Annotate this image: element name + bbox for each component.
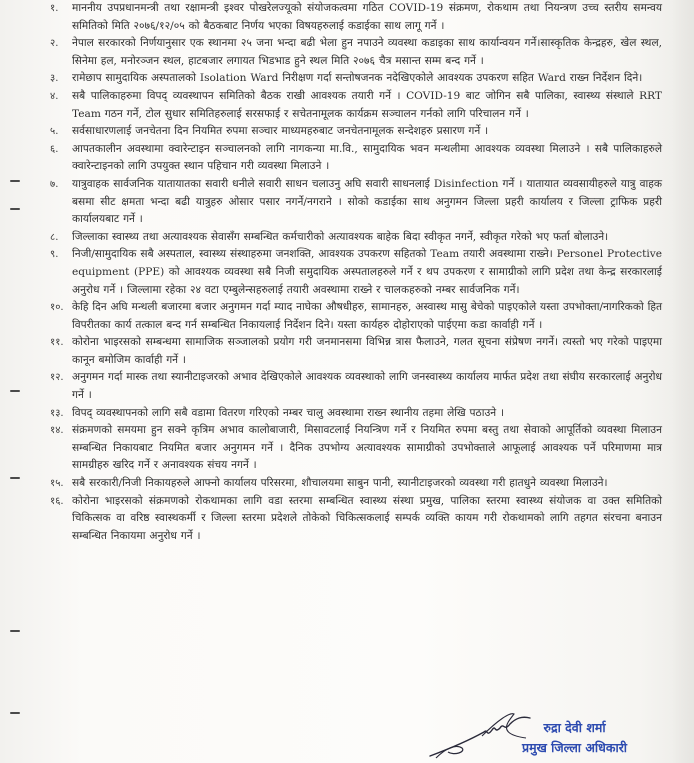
item-text: यात्रुवाहक सार्वजनिक यातायातका सवारी धनीले सवारी साधन चलाउनु अघि सवारी साधनलाई Disinfection गर्ने । यातायात व्यवसायीहरुले यात्रु वाहक बसमा सीट क्षमता भन्दा बढी यात्रुहरु ओसार पसार नगर्ने/नगराने । सोको कडाईका साथ अनुगमन जिल्ला प्रहरी कार्यालय र जिल्ला ट्राफिक प्रहरी कार्यालयबाट गर्ने ।: [72, 177, 662, 226]
list-item: [40, 405, 662, 423]
signatory-name: रुद्रा देवी शर्मा: [543, 720, 606, 735]
page-edge-shadow: [672, 0, 694, 763]
item-text: रामेछाप सामुदायिक अस्पतालको Isolation Ward निरीक्षण गर्दा सन्तोषजनक नदेखिएकोले आवश्यक उपकरण सहित Ward राख्न निर्देशन दिने।: [72, 72, 643, 85]
list-item: [40, 299, 662, 334]
item-number: ८.: [50, 231, 59, 243]
margin-dash-mark: [10, 712, 20, 714]
list-item: [40, 88, 662, 123]
item-number: ४.: [50, 90, 59, 102]
item-text: सर्वसाधारणलाई जनचेतना दिन नियमित रुपमा सञ्चार माध्यमहरुबाट जनचेतनामूलक सन्देशहरु प्रसारण गर्ने ।: [72, 125, 489, 138]
item-number: १६.: [50, 495, 64, 507]
item-number: २.: [50, 38, 59, 50]
margin-dash-mark: [10, 208, 20, 210]
item-text: माननीय उपप्रधानमन्त्री तथा रक्षामन्त्री इश्वर पोखरेलज्यूको संयोजकत्वमा गठित COVID-19 संक्रमण, रोकथाम तथा नियन्त्रण उच्च स्तरीय समन्वय समितिको मिति २०७६/१२/०५ को बैठकबाट निर्णय भएका विषयहरुलाई कडाईका साथ लागू गर्ने ।: [72, 2, 662, 32]
item-number: ६.: [50, 143, 59, 155]
margin-dash-mark: [10, 180, 20, 182]
list-item: [40, 475, 662, 493]
list-item: [40, 422, 662, 475]
signatory-block: [522, 718, 627, 758]
margin-dash-mark: [10, 630, 20, 632]
item-number: १२.: [50, 372, 64, 384]
item-text: नेपाल सरकारको निर्णयानुसार एक स्थानमा २५ जना भन्दा बढी भेला हुन नपाउने व्यवस्था कडाइका साथ कार्यान्वयन गर्ने।सास्कृतिक केन्द्रहरु, खेल स्थल, सिनेमा हल, मनोरञ्जन स्थल, हाटबजार लगायत भिडभाड हुने स्थल मिति २०७६ चैत्र मसान्त सम्म बन्द गर्ने ।: [72, 37, 662, 67]
item-text: आपतकालीन अवस्थामा क्वारेन्टाइन सञ्चालनको लागि नागकन्या मा.वि., सामुदायिक भवन मन्थलीमा आवश्यक व्यवस्था मिलाउने । सबै पालिकाहरुले क्वारेन्टाइनको लागि उपयुक्त स्थान पहिचान गरी व्यवस्था मिलाउने ।: [72, 142, 662, 173]
item-number: १५.: [50, 478, 64, 490]
list-item: [40, 334, 662, 369]
item-number: १०.: [50, 302, 64, 314]
item-number: १३.: [50, 407, 64, 419]
list-item: [40, 176, 662, 229]
item-number: ५.: [50, 126, 59, 138]
list-item: [40, 123, 662, 141]
item-number: ९.: [50, 249, 59, 261]
margin-dash-mark: [10, 477, 20, 479]
decision-list: [40, 0, 662, 545]
item-text: संक्रमणको समयमा हुन सक्ने कृत्रिम अभाव कालोबाजारी, मिसावटलाई नियन्त्रिण गर्ने र नियमित रुपमा बस्तु तथा सेवाको आपूर्तिको व्यवस्था मिलाउन सम्बन्धित निकायबाट नियमित बजार अनुगमन गर्ने । दैनिक उपभोग्य अत्यावश्यक सामाग्रीको उपभोक्ताले आफूलाई आवश्यक पर्ने परिमाणमा मात्र सामग्रीहरु खरिद गर्ने र अनावश्यक संचय नगर्ने ।: [72, 424, 662, 472]
handwritten-signature: [426, 712, 536, 762]
margin-dash-mark: [10, 390, 20, 392]
list-item: [40, 229, 662, 247]
list-item: [40, 141, 662, 176]
item-text: विपद् व्यवस्थापनको लागि सबै वडामा वितरण गरिएको नम्बर चालु अवस्थामा राख्न स्थानीय तहमा लेखि पठाउने ।: [72, 406, 505, 419]
item-number: ७.: [50, 178, 59, 190]
item-number: ११.: [50, 337, 64, 349]
list-item: [40, 35, 662, 70]
item-text: सबै सरकारी/निजी निकायहरुले आफ्नो कार्यालय परिसरमा, शौचालयमा साबुन पानी, स्यानीटाइजरको व्यवस्था गरी हातधुने व्यवस्था मिलाउने।: [72, 477, 608, 490]
item-text: कोरोना भाइरसको सम्बन्धमा सामाजिक सञ्जालको प्रयोग गरी जनमानसमा विभिन्न त्रास फैलाउने, गलत सूचना संप्रेषण नगर्ने। त्यस्तो भए गरेको पाइएमा कानून बमोजिम कार्वाही गर्ने ।: [72, 336, 662, 366]
item-text: केहि दिन अघि मन्थली बजारमा बजार अनुगमन गर्दा म्याद नाघेका औषधीहरु, सामानहरु, अस्वास्थ मासु बेचेको पाइएकोले यस्ता उपभोक्ता/नागरिकको हित विपरीतका कार्य तत्काल बन्द गर्न सम्बन्धित निकायलाई निर्देशन दिने। यस्ता कार्यहरु दोहोराएको पाईएमा कडा कार्वाही गर्ने ।: [72, 301, 662, 331]
item-number: १.: [50, 3, 59, 14]
list-item: [40, 70, 662, 88]
list-item: [40, 246, 662, 299]
signatory-title: प्रमुख जिल्ला अधिकारी: [522, 740, 628, 755]
item-text: कोरोना भाइरसको संक्रमणको रोकथामका लागि वडा स्तरमा सम्बन्धित स्वास्थ्य संस्था प्रमुख, पालिका स्तरमा स्वास्थ्य संयोजक वा उक्त समितिको चिकित्सक वा वरिष्ठ स्वास्थकर्मी र जिल्ला स्तरमा प्रदेशले तोकेको चिकित्सकलाई सम्पर्क व्यक्ति कायम गरी रोकथामको लागि तहगत संरचना बनाउन सम्बन्धित निकायमा अनुरोध गर्ने ।: [72, 494, 662, 542]
item-text: जिल्लाका स्वास्थ्य तथा अत्यावश्यक सेवासँग सम्बन्धित कर्मचारीको अत्यावश्यक बाहेक बिदा स्वीकृत नगर्ने, स्वीकृत गरेको भए फर्ता बोलाउने।: [72, 230, 609, 243]
item-number: १४.: [50, 425, 64, 437]
item-number: ३.: [50, 73, 59, 85]
list-item: [40, 369, 662, 404]
item-text: सबै पालिकाहरुमा विपद् व्यवस्थापन समितिको बैठक राखी आवश्यक तयारी गर्ने । COVID-19 बाट जोगिन सबै पालिका, स्वास्थ्य संस्थाले RRT Team गठन गर्ने, टोल सुधार समितिहरुलाई सरसफाई र सचेतनामूलक कार्यक्रम सञ्चालन गर्नको लागि परिचालन गर्ने ।: [72, 89, 662, 120]
item-text: अनुगमन गर्दा मास्क तथा स्यानीटाइजरको अभाव देखिएकोले आवश्यक व्यवस्थाको लागि जनस्वास्थ्य कार्यालय मार्फत प्रदेश तथा संघीय सरकारलाई अनुरोध गर्ने ।: [72, 371, 662, 402]
item-text: निजी/सामुदायिक सबै अस्पताल, स्वास्थ्य संस्थाहरुमा जनशक्ति, आवश्यक उपकरण सहितको Team तयारी अवस्थामा राख्ने। Personel Protective equipment (PPE) को आवश्यक व्यवस्था सबै निजी समुदायिक अस्पतालहरुले गर्ने र थप उपकरण र सामाग्रीको लागि प्रदेश तथा केन्द्र सरकारलाई अनुरोध गर्ने । जिल्लामा रहेका २४ वटा एम्बुलेन्सहरुलाई तयारी अवस्थामा राख्ने र चालकहरुको नम्बर सार्वजनिक गर्ने।: [72, 248, 662, 296]
list-item: [40, 493, 662, 546]
list-item: [40, 0, 662, 35]
